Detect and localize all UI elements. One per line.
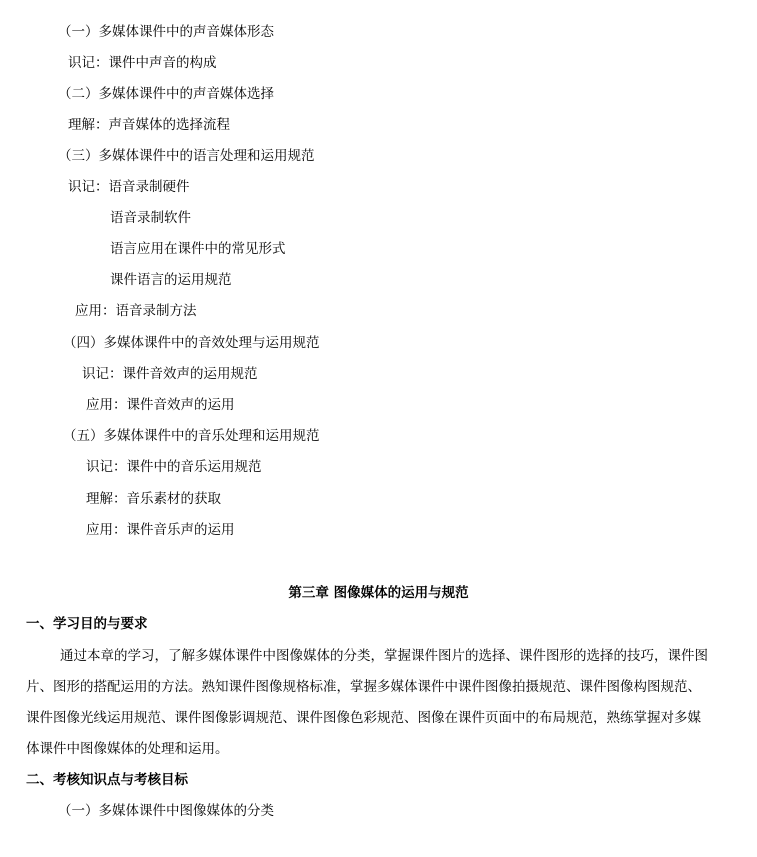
section-5-understand: 理解：音乐素材的获取 bbox=[86, 491, 221, 507]
part-1-heading: 一、学习目的与要求 bbox=[26, 616, 148, 632]
paragraph-line-2: 片、图形的搭配运用的方法。熟知课件图像规格标准，掌握多媒体课件中课件图像拍摄规范、课件图像构图规范、 bbox=[26, 679, 701, 695]
section-3-recall: 识记：语音录制硬件 bbox=[68, 179, 190, 195]
section-1-recall: 识记：课件中声音的构成 bbox=[68, 55, 217, 71]
section-5-apply: 应用：课件音乐声的运用 bbox=[86, 522, 235, 538]
section-2-title: （二）多媒体课件中的声音媒体选择 bbox=[58, 86, 274, 102]
section-3-title: （三）多媒体课件中的语言处理和运用规范 bbox=[58, 148, 315, 164]
paragraph-line-4: 体课件中图像媒体的处理和运用。 bbox=[26, 741, 229, 757]
paragraph-line-3: 课件图像光线运用规范、课件图像影调规范、课件图像色彩规范、图像在课件页面中的布局规范，熟练掌握对多媒 bbox=[26, 710, 701, 726]
section-5-recall: 识记：课件中的音乐运用规范 bbox=[86, 459, 262, 475]
section-3-recall-item-4: 课件语言的运用规范 bbox=[110, 272, 232, 288]
section-5-title: （五）多媒体课件中的音乐处理和运用规范 bbox=[63, 428, 320, 444]
section-1-title: （一）多媒体课件中的声音媒体形态 bbox=[58, 24, 274, 40]
part-2-section-1-title: （一）多媒体课件中图像媒体的分类 bbox=[58, 803, 274, 819]
part-2-heading: 二、考核知识点与考核目标 bbox=[26, 772, 188, 788]
section-3-apply: 应用：语音录制方法 bbox=[75, 303, 197, 319]
section-2-understand: 理解：声音媒体的选择流程 bbox=[68, 117, 230, 133]
section-4-title: （四）多媒体课件中的音效处理与运用规范 bbox=[63, 335, 320, 351]
section-3-recall-item-3: 语言应用在课件中的常见形式 bbox=[110, 241, 286, 257]
section-4-recall: 识记：课件音效声的运用规范 bbox=[82, 366, 258, 382]
paragraph-line-1: 通过本章的学习，了解多媒体课件中图像媒体的分类，掌握课件图片的选择、课件图形的选择的技巧，课件图 bbox=[60, 648, 708, 664]
chapter-title: 第三章 图像媒体的运用与规范 bbox=[288, 585, 469, 601]
section-3-recall-item-2: 语音录制软件 bbox=[110, 210, 191, 226]
section-4-apply: 应用：课件音效声的运用 bbox=[86, 397, 235, 413]
